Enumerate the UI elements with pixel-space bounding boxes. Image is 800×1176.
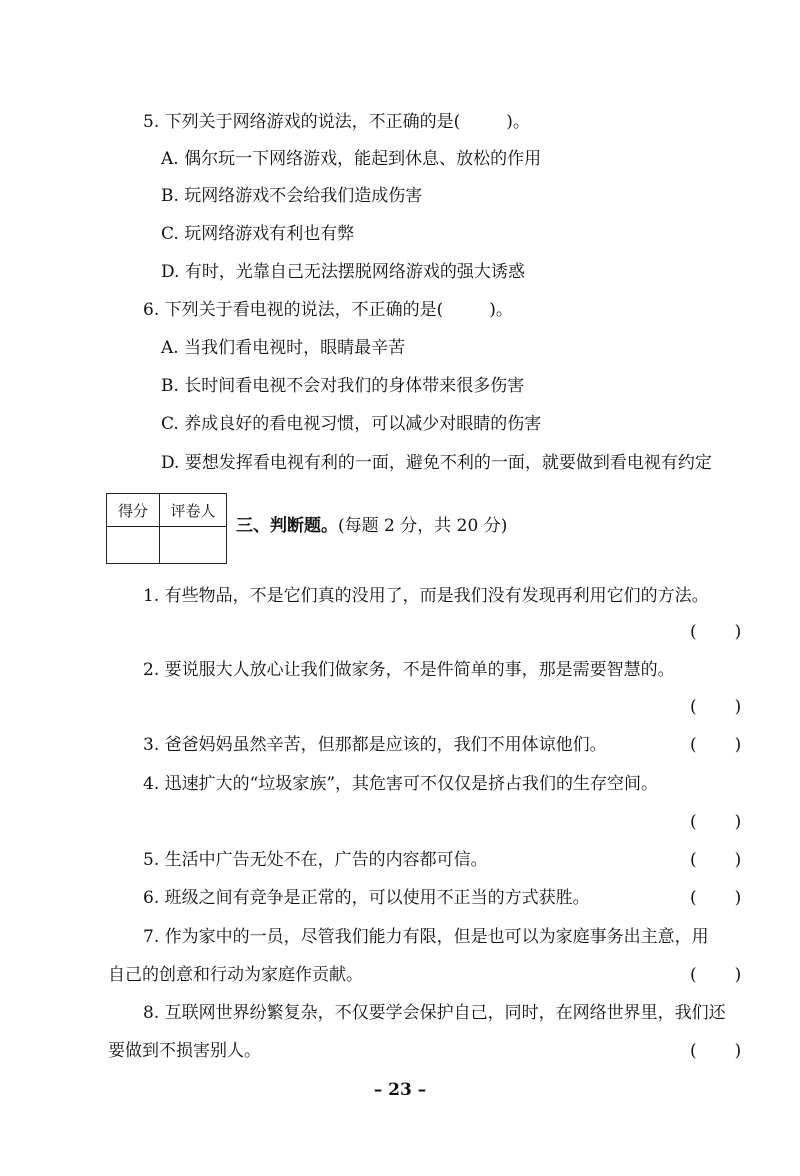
mc-q6-stem-text: 6. 下列关于看电视的说法，不正确的是( — [143, 300, 444, 320]
paren-open: ( — [690, 965, 697, 985]
tf-q7-line1: 7. 作为家中的一员，尽管我们能力有限，但是也可以为家庭事务出主意，用 — [143, 927, 709, 947]
mc-q5-option-c: C. 玩网络游戏有利也有弊 — [161, 224, 355, 244]
paren-close: ) — [734, 1041, 742, 1061]
tf-q2-answer[interactable] — [690, 695, 741, 719]
paren-close: ) — [734, 812, 742, 832]
mc-q6-option-d: D. 要想发挥看电视有利的一面，避免不利的一面，就要做到看电视有约定 — [161, 453, 712, 473]
tf-q8-line2: 要做到不损害别人。 — [108, 1041, 261, 1061]
paren-close: ) — [734, 735, 742, 755]
tf-q7-line2: 自己的创意和行动为家庭作贡献。 — [108, 965, 363, 985]
score-cell[interactable] — [107, 527, 160, 564]
mc-q6-stem — [143, 298, 513, 322]
tf-q1: 1. 有些物品，不是它们真的没用了，而是我们没有发现再利用它们的方法。 — [143, 586, 709, 606]
tf-q7-answer[interactable] — [690, 963, 741, 987]
section-3-title: 三、判断题。 — [236, 516, 338, 536]
mc-q6-option-a: A. 当我们看电视时，眼睛最辛苦 — [161, 338, 406, 358]
paren-open: ( — [690, 850, 697, 870]
section-3-heading — [236, 514, 507, 538]
mc-q5-stem — [143, 110, 530, 134]
grader-header: 评卷人 — [160, 494, 227, 527]
tf-q4: 4. 迅速扩大的“垃圾家族”，其危害可不仅仅是挤占我们的生存空间。 — [143, 774, 659, 794]
paren-open: ( — [690, 697, 697, 717]
paren-open: ( — [690, 622, 697, 642]
tf-q5-answer[interactable] — [690, 848, 741, 872]
tf-q1-answer[interactable] — [690, 620, 741, 644]
mc-q5-stem-end: )。 — [506, 112, 530, 132]
mc-q5-stem-text: 5. 下列关于网络游戏的说法，不正确的是( — [143, 112, 461, 132]
mc-q5-option-a: A. 偶尔玩一下网络游戏，能起到休息、放松的作用 — [161, 149, 542, 169]
paren-close: ) — [734, 888, 742, 908]
section-3-note: (每题 2 分，共 20 分) — [338, 516, 508, 536]
tf-q2: 2. 要说服大人放心让我们做家务，不是件简单的事，那是需要智慧的。 — [143, 660, 675, 680]
tf-q3-answer[interactable] — [690, 733, 741, 757]
tf-q5: 5. 生活中广告无处不在，广告的内容都可信。 — [143, 850, 488, 870]
paren-open: ( — [690, 888, 697, 908]
tf-q8-answer[interactable] — [690, 1039, 741, 1063]
paren-close: ) — [734, 697, 742, 717]
grader-cell[interactable] — [160, 527, 227, 564]
mc-q5-option-b: B. 玩网络游戏不会给我们造成伤害 — [161, 186, 423, 206]
tf-q8-line1: 8. 互联网世界纷繁复杂，不仅要学会保护自己，同时，在网络世界里，我们还 — [143, 1003, 726, 1023]
page-number: – 23 – — [373, 1080, 427, 1100]
mc-q5-option-d: D. 有时，光靠自己无法摆脱网络游戏的强大诱惑 — [161, 262, 525, 282]
mc-q6-option-c: C. 养成良好的看电视习惯，可以减少对眼睛的伤害 — [161, 414, 542, 434]
tf-q3: 3. 爸爸妈妈虽然辛苦，但那都是应该的，我们不用体谅他们。 — [143, 735, 607, 755]
paren-close: ) — [734, 850, 742, 870]
paren-close: ) — [734, 622, 742, 642]
paren-open: ( — [690, 735, 697, 755]
tf-q6: 6. 班级之间有竞争是正常的，可以使用不正当的方式获胜。 — [143, 888, 590, 908]
paren-open: ( — [690, 812, 697, 832]
mc-q6-stem-end: )。 — [489, 300, 513, 320]
paren-close: ) — [734, 965, 742, 985]
score-header: 得分 — [107, 494, 160, 527]
mc-q6-option-b: B. 长时间看电视不会对我们的身体带来很多伤害 — [161, 376, 525, 396]
score-box — [106, 493, 227, 564]
tf-q6-answer[interactable] — [690, 886, 741, 910]
paren-open: ( — [690, 1041, 697, 1061]
tf-q4-answer[interactable] — [690, 810, 741, 834]
